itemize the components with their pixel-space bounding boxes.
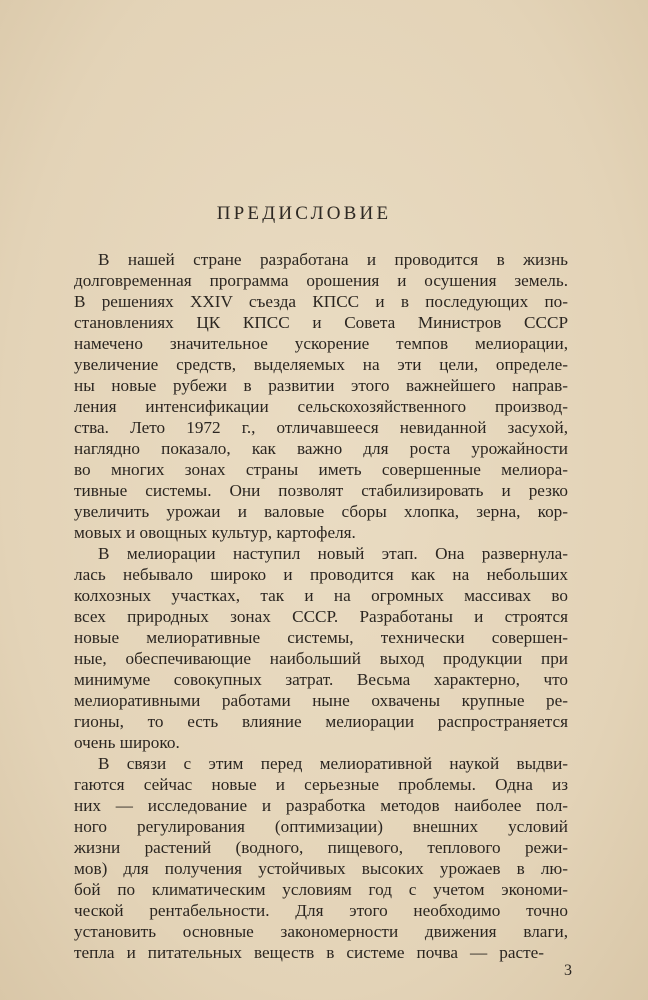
text-line: В решениях XXIV съезда КПСС и в последующих по-	[74, 292, 568, 311]
text-line: увеличение средств, выделяемых на эти цели, определе-	[74, 355, 568, 374]
text-line: увеличить урожаи и валовые сборы хлопка, зерна, кор-	[74, 502, 568, 521]
text-line: во многих зонах страны иметь совершенные мелиора-	[74, 460, 568, 479]
text-line: всех природных зонах СССР. Разработаны и строятся	[74, 607, 568, 626]
text-line: В мелиорации наступил новый этап. Она развернула-	[98, 544, 568, 563]
text-line: мов) для получения устойчивых высоких урожаев в лю-	[74, 859, 568, 878]
text-line: гаются сейчас новые и серьезные проблемы. Одна из	[74, 775, 568, 794]
text-line: ны новые рубежи в развитии этого важнейшего направ-	[74, 376, 568, 395]
text-line: тепла и питательных веществ в системе почва — расте-	[74, 943, 544, 962]
text-line: ства. Лето 1972 г., отличавшееся невиданной засухой,	[74, 418, 568, 437]
text-line: лась небывало широко и проводится как на небольших	[74, 565, 568, 584]
text-line: минимуме совокупных затрат. Весьма характерно, что	[74, 670, 568, 689]
text-line: мелиоративными работами ныне охвачены крупные ре-	[74, 691, 568, 710]
text-line: новые мелиоративные системы, технически совершен-	[74, 628, 568, 647]
text-line: жизни растений (водного, пищевого, теплового режи-	[74, 838, 568, 857]
text-line: В нашей стране разработана и проводится в жизнь	[98, 250, 568, 269]
text-line: колхозных участках, так и на огромных массивах во	[74, 586, 568, 605]
text-line: ления интенсификации сельскохозяйственного производ-	[74, 397, 568, 416]
text-line: ного регулирования (оптимизации) внешних условий	[74, 817, 568, 836]
text-line: мовых и овощных культур, картофеля.	[74, 523, 356, 542]
text-line: бой по климатическим условиям год с учетом экономи-	[74, 880, 568, 899]
text-line: установить основные закономерности движения влаги,	[74, 922, 568, 941]
text-line: становлениях ЦК КПСС и Совета Министров СССР	[74, 313, 568, 332]
page-title: ПРЕДИСЛОВИЕ	[216, 203, 392, 224]
text-line: наглядно показало, как важно для роста урожайности	[74, 439, 568, 458]
page-number: 3	[564, 962, 572, 979]
text-line: них — исследование и разработка методов наиболее пол-	[74, 796, 568, 815]
text-line: очень широко.	[74, 733, 180, 752]
text-line: тивные системы. Они позволят стабилизировать и резко	[74, 481, 568, 500]
text-line: гионы, то есть влияние мелиорации распространяется	[74, 712, 568, 731]
text-line: В связи с этим перед мелиоративной наукой выдви-	[98, 754, 568, 773]
text-line: ческой рентабельности. Для этого необходимо точно	[74, 901, 568, 920]
text-line: долговременная программа орошения и осушения земель.	[74, 271, 568, 290]
text-line: намечено значительное ускорение темпов мелиорации,	[74, 334, 568, 353]
text-line: ные, обеспечивающие наибольший выход продукции при	[74, 649, 568, 668]
